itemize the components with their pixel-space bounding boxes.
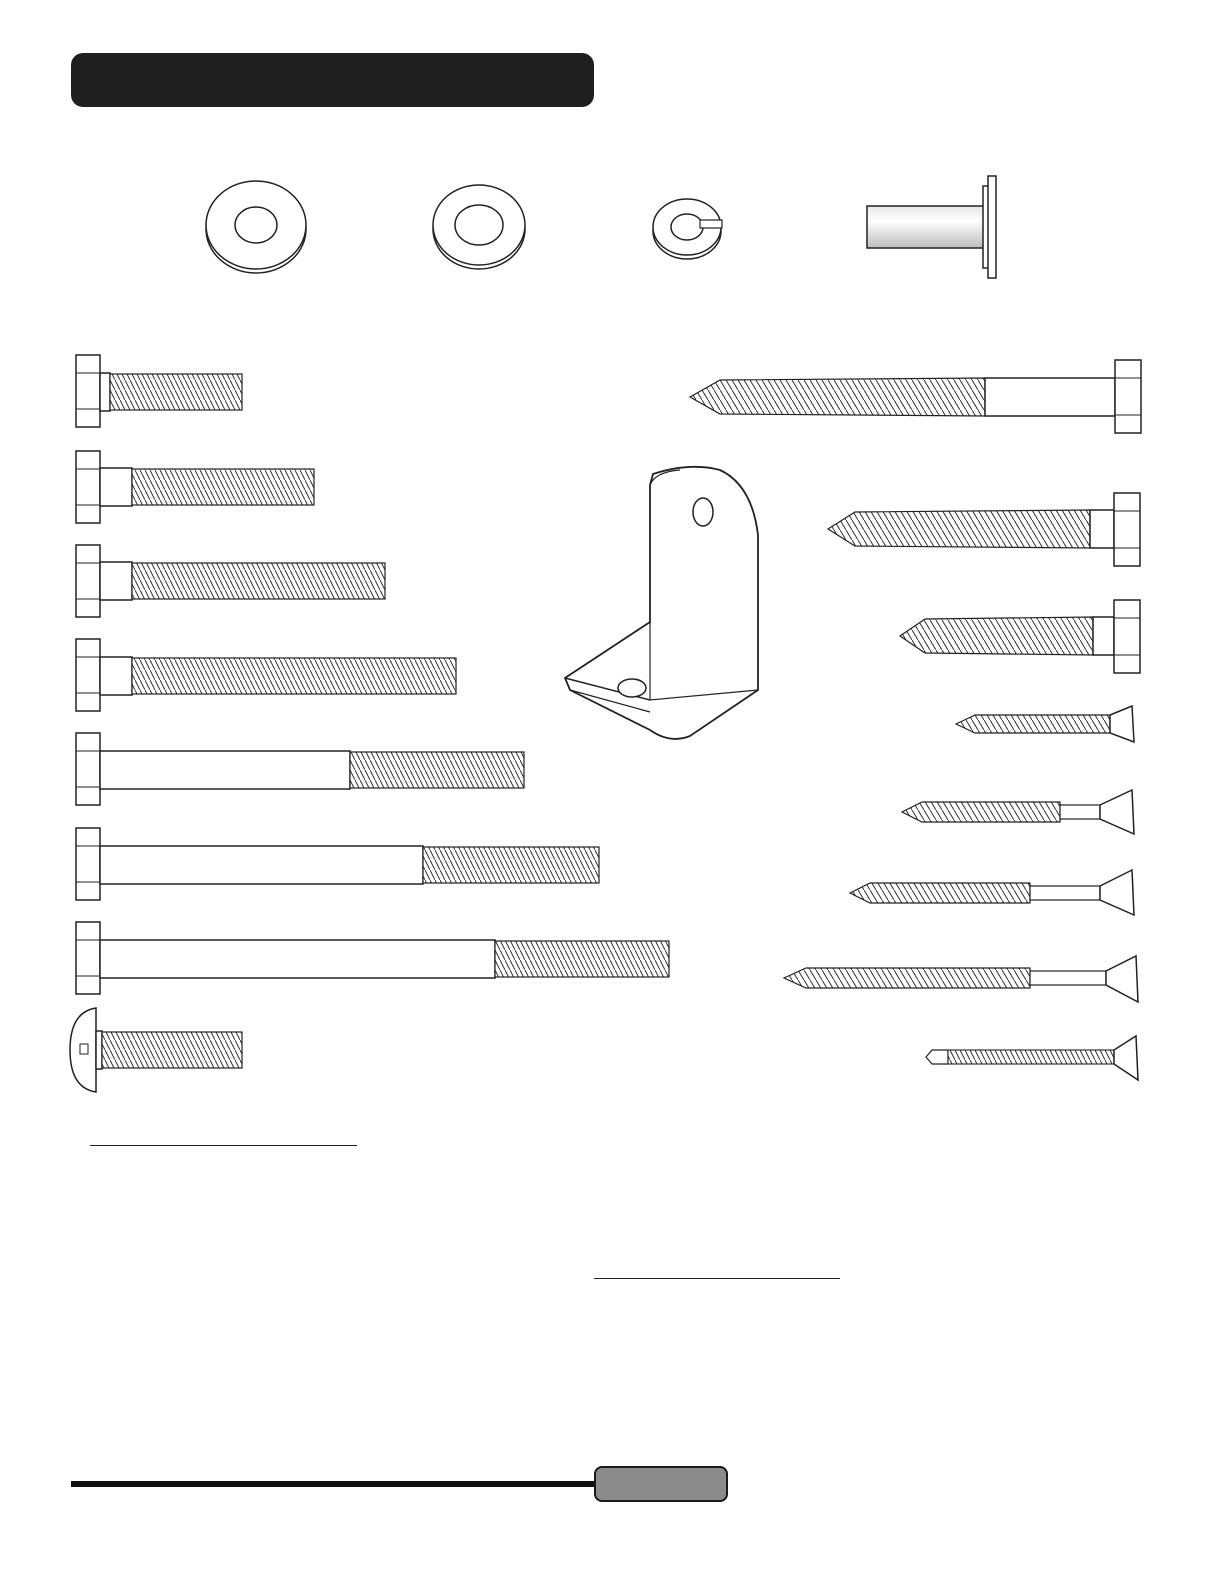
- hex-bolt-2-icon: [76, 451, 314, 523]
- caption-underline-left: [90, 1145, 357, 1146]
- wood-screw-2-icon: [902, 790, 1134, 834]
- flat-washer-medium-icon: [433, 185, 525, 269]
- hex-bolt-7-icon: [76, 922, 669, 994]
- lag-screw-2-icon: [828, 493, 1140, 566]
- l-bracket-icon: [565, 467, 758, 739]
- barrel-nut-icon: [867, 176, 996, 278]
- lag-screw-1-icon: [690, 360, 1141, 433]
- page-number-tab: [594, 1466, 728, 1502]
- hex-bolt-5-icon: [76, 733, 524, 805]
- wood-screw-4-icon: [784, 956, 1138, 1002]
- lag-screw-3-icon: [900, 600, 1140, 673]
- lock-washer-icon: [653, 199, 722, 259]
- wood-screw-1-icon: [956, 706, 1134, 742]
- caption-underline-right: [594, 1278, 840, 1279]
- hex-bolt-3-icon: [76, 545, 385, 617]
- hex-bolt-1-icon: [76, 355, 242, 427]
- flat-washer-large-icon: [206, 181, 306, 273]
- hex-bolt-6-icon: [76, 828, 599, 900]
- self-drilling-screw-icon: [926, 1036, 1138, 1080]
- truss-head-bolt-icon: [70, 1008, 242, 1092]
- wood-screw-3-icon: [850, 870, 1134, 915]
- footer-rule: [71, 1481, 601, 1487]
- hex-bolt-4-icon: [76, 639, 456, 711]
